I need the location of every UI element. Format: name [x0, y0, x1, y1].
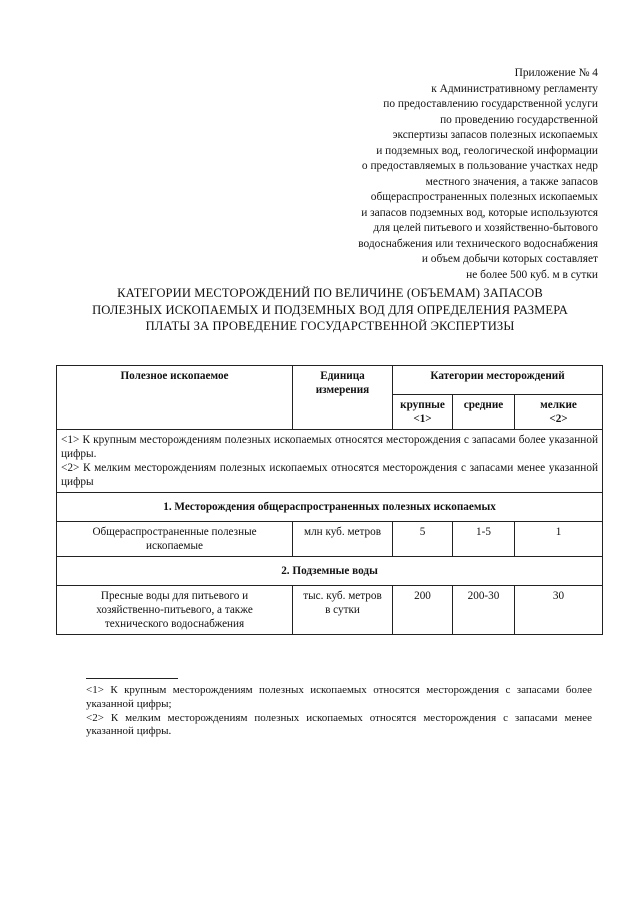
cell-medium: 200-30 — [453, 586, 515, 635]
appendix-line: для целей питьевого и хозяйственно-бытового — [373, 222, 598, 234]
appendix-line: и подземных вод, геологической информации — [376, 144, 598, 157]
cell-mineral-line: Пресные воды для питьевого и — [100, 590, 249, 602]
header-small — [515, 395, 603, 430]
section-title: 1. Месторождения общераспространенных полезных ископаемых — [57, 493, 603, 522]
header-unit — [293, 366, 393, 430]
note-large: <1> К крупным месторождениям полезных ископаемых относятся месторождения с запасами более указанной цифры. — [61, 434, 599, 460]
header-large-line: крупные — [400, 399, 445, 411]
header-categories: Категории месторождений — [393, 366, 603, 395]
cell-mineral-line: ископаемые — [146, 540, 203, 552]
appendix-line: о предоставляемых в пользование участках недр — [361, 160, 598, 172]
appendix-line: экспертизы запасов полезных ископаемых — [392, 129, 598, 141]
appendix-line: к Административному регламенту — [431, 82, 598, 95]
header-unit-line: измерения — [315, 384, 370, 396]
appendix-line: Приложение № 4 — [514, 67, 598, 79]
cell-mineral — [57, 522, 293, 557]
title-line: ПЛАТЫ ЗА ПРОВЕДЕНИЕ ГОСУДАРСТВЕННОЙ ЭКСПЕРТИЗЫ — [145, 319, 515, 333]
categories-table — [56, 365, 603, 635]
section-row — [57, 493, 603, 522]
cell-mineral-line: технического водоснабжения — [104, 618, 245, 630]
cell-mineral — [57, 586, 293, 635]
cell-medium: 1-5 — [453, 522, 515, 557]
table-row — [57, 522, 603, 557]
cell-unit: млн куб. метров — [293, 522, 393, 557]
cell-large: 5 — [393, 522, 453, 557]
appendix-header — [278, 66, 598, 283]
cell-mineral-line: Общераспространенные полезные — [92, 526, 257, 538]
cell-unit — [293, 586, 393, 635]
section-title: 2. Подземные воды — [57, 557, 603, 586]
cell-unit-line: тыс. куб. метров — [303, 590, 382, 602]
header-small-line: мелкие — [540, 399, 577, 411]
footnote-separator — [86, 678, 178, 679]
cell-large: 200 — [393, 586, 453, 635]
section-row — [57, 557, 603, 586]
appendix-line: и объем добычи которых составляет — [421, 253, 598, 265]
cell-mineral-line: хозяйственно-питьевого, а также — [96, 604, 253, 616]
table-row — [57, 586, 603, 635]
appendix-line: по предоставлению государственной услуги — [383, 98, 598, 110]
notes-cell — [57, 430, 603, 493]
header-medium: средние — [453, 395, 515, 430]
title-line: КАТЕГОРИИ МЕСТОРОЖДЕНИЙ ПО ВЕЛИЧИНЕ (ОБЪЕМАМ) ЗАПАСОВ — [117, 286, 543, 300]
notes-row — [57, 430, 603, 493]
appendix-line: водоснабжения или технического водоснабжения — [358, 237, 598, 250]
appendix-line: по проведению государственной — [440, 113, 598, 126]
appendix-line: не более 500 куб. м в сутки — [466, 268, 598, 281]
header-small-line: <2> — [549, 413, 568, 425]
appendix-line: и запасов подземных вод, которые используются — [361, 206, 598, 219]
header-row — [57, 366, 603, 395]
header-large-line: <1> — [413, 413, 432, 425]
header-unit-line: Единица — [320, 370, 365, 382]
title-line: ПОЛЕЗНЫХ ИСКОПАЕМЫХ И ПОДЗЕМНЫХ ВОД ДЛЯ ОПРЕДЕЛЕНИЯ РАЗМЕРА — [92, 302, 568, 317]
appendix-line: местного значения, а также запасов — [425, 175, 598, 188]
cell-small: 30 — [515, 586, 603, 635]
cell-small: 1 — [515, 522, 603, 557]
document-title — [60, 285, 600, 335]
footnotes — [86, 684, 592, 739]
appendix-line: общераспространенных полезных ископаемых — [370, 191, 598, 203]
note-small: <2> К мелким месторождениям полезных ископаемых относятся месторождения с запасами менее указанной цифры — [61, 462, 599, 488]
header-mineral: Полезное ископаемое — [57, 366, 293, 430]
footnote-2: <2> К мелким месторождениям полезных ископаемых относятся месторождения с запасами менее указанной цифры. — [86, 711, 592, 738]
cell-unit-line: в сутки — [325, 604, 360, 616]
footnote-1: <1> К крупным месторождениям полезных ископаемых относятся месторождения с запасами более указанной цифры; — [86, 684, 592, 710]
header-large — [393, 395, 453, 430]
